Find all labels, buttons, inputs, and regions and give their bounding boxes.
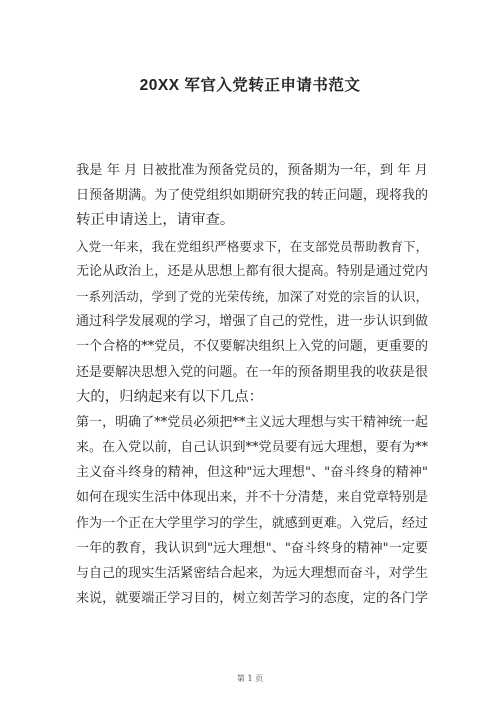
document-body xyxy=(76,158,428,611)
text-line: 如何在现实生活中体现出来，并不十分清楚，来自党章特别是 xyxy=(76,490,428,506)
text-line: 还是要解决思想入党的问题。在一年的预备期里我的收获是很 xyxy=(76,364,428,380)
text-line: 日预备期满。为了使党组织如期研究我的转正问题，现将我的 xyxy=(76,188,428,204)
text-line: 主义奋斗终身的精神，但这种"远大理想"、"奋斗终身的精神" xyxy=(76,465,428,481)
text-line: 无论从政治上，还是从思想上都有很大提高。特别是通过党内 xyxy=(76,263,428,279)
text-line: 第一，明确了**党员必须把**主义远大理想与实干精神统一起 xyxy=(76,414,428,430)
text-line: 大的，归纳起来有以下几点： xyxy=(76,388,264,405)
text-line: 通过科学发展观的学习，增强了自己的党性，进一步认识到做 xyxy=(76,314,428,330)
text-line: 一年的教育，我认识到"远大理想"、"奋斗终身的精神"一定要 xyxy=(76,540,428,556)
text-line: 来。在入党以前，自己认识到**党员要有远大理想，要有为** xyxy=(76,440,428,456)
text-line: 作为一个正在大学里学习的学生，就感到更难。入党后，经过 xyxy=(76,515,428,531)
text-line: 来说，就要端正学习目的，树立刻苦学习的态度，定的各门学 xyxy=(76,591,428,607)
text-line: 一个合格的**党员，不仅要解决组织上入党的问题，更重要的 xyxy=(76,339,428,355)
document-title: 20XX 军官入党转正申请书范文 xyxy=(139,77,361,94)
text-line: 与自己的现实生活紧密结合起来，为远大理想而奋斗，对学生 xyxy=(76,566,428,581)
text-line: 我是 年 月 日被批准为预备党员的，预备期为一年，到 年 月 xyxy=(76,163,428,178)
text-line: 转正申请送上，请审查。 xyxy=(76,212,235,229)
page-number: 第 1 页 xyxy=(236,674,264,683)
text-line: 入党一年来，我在党组织严格要求下，在支部党员帮助教育下， xyxy=(76,238,428,254)
text-line: 一系列活动，学到了党的光荣传统，加深了对党的宗旨的认识， xyxy=(76,288,428,304)
